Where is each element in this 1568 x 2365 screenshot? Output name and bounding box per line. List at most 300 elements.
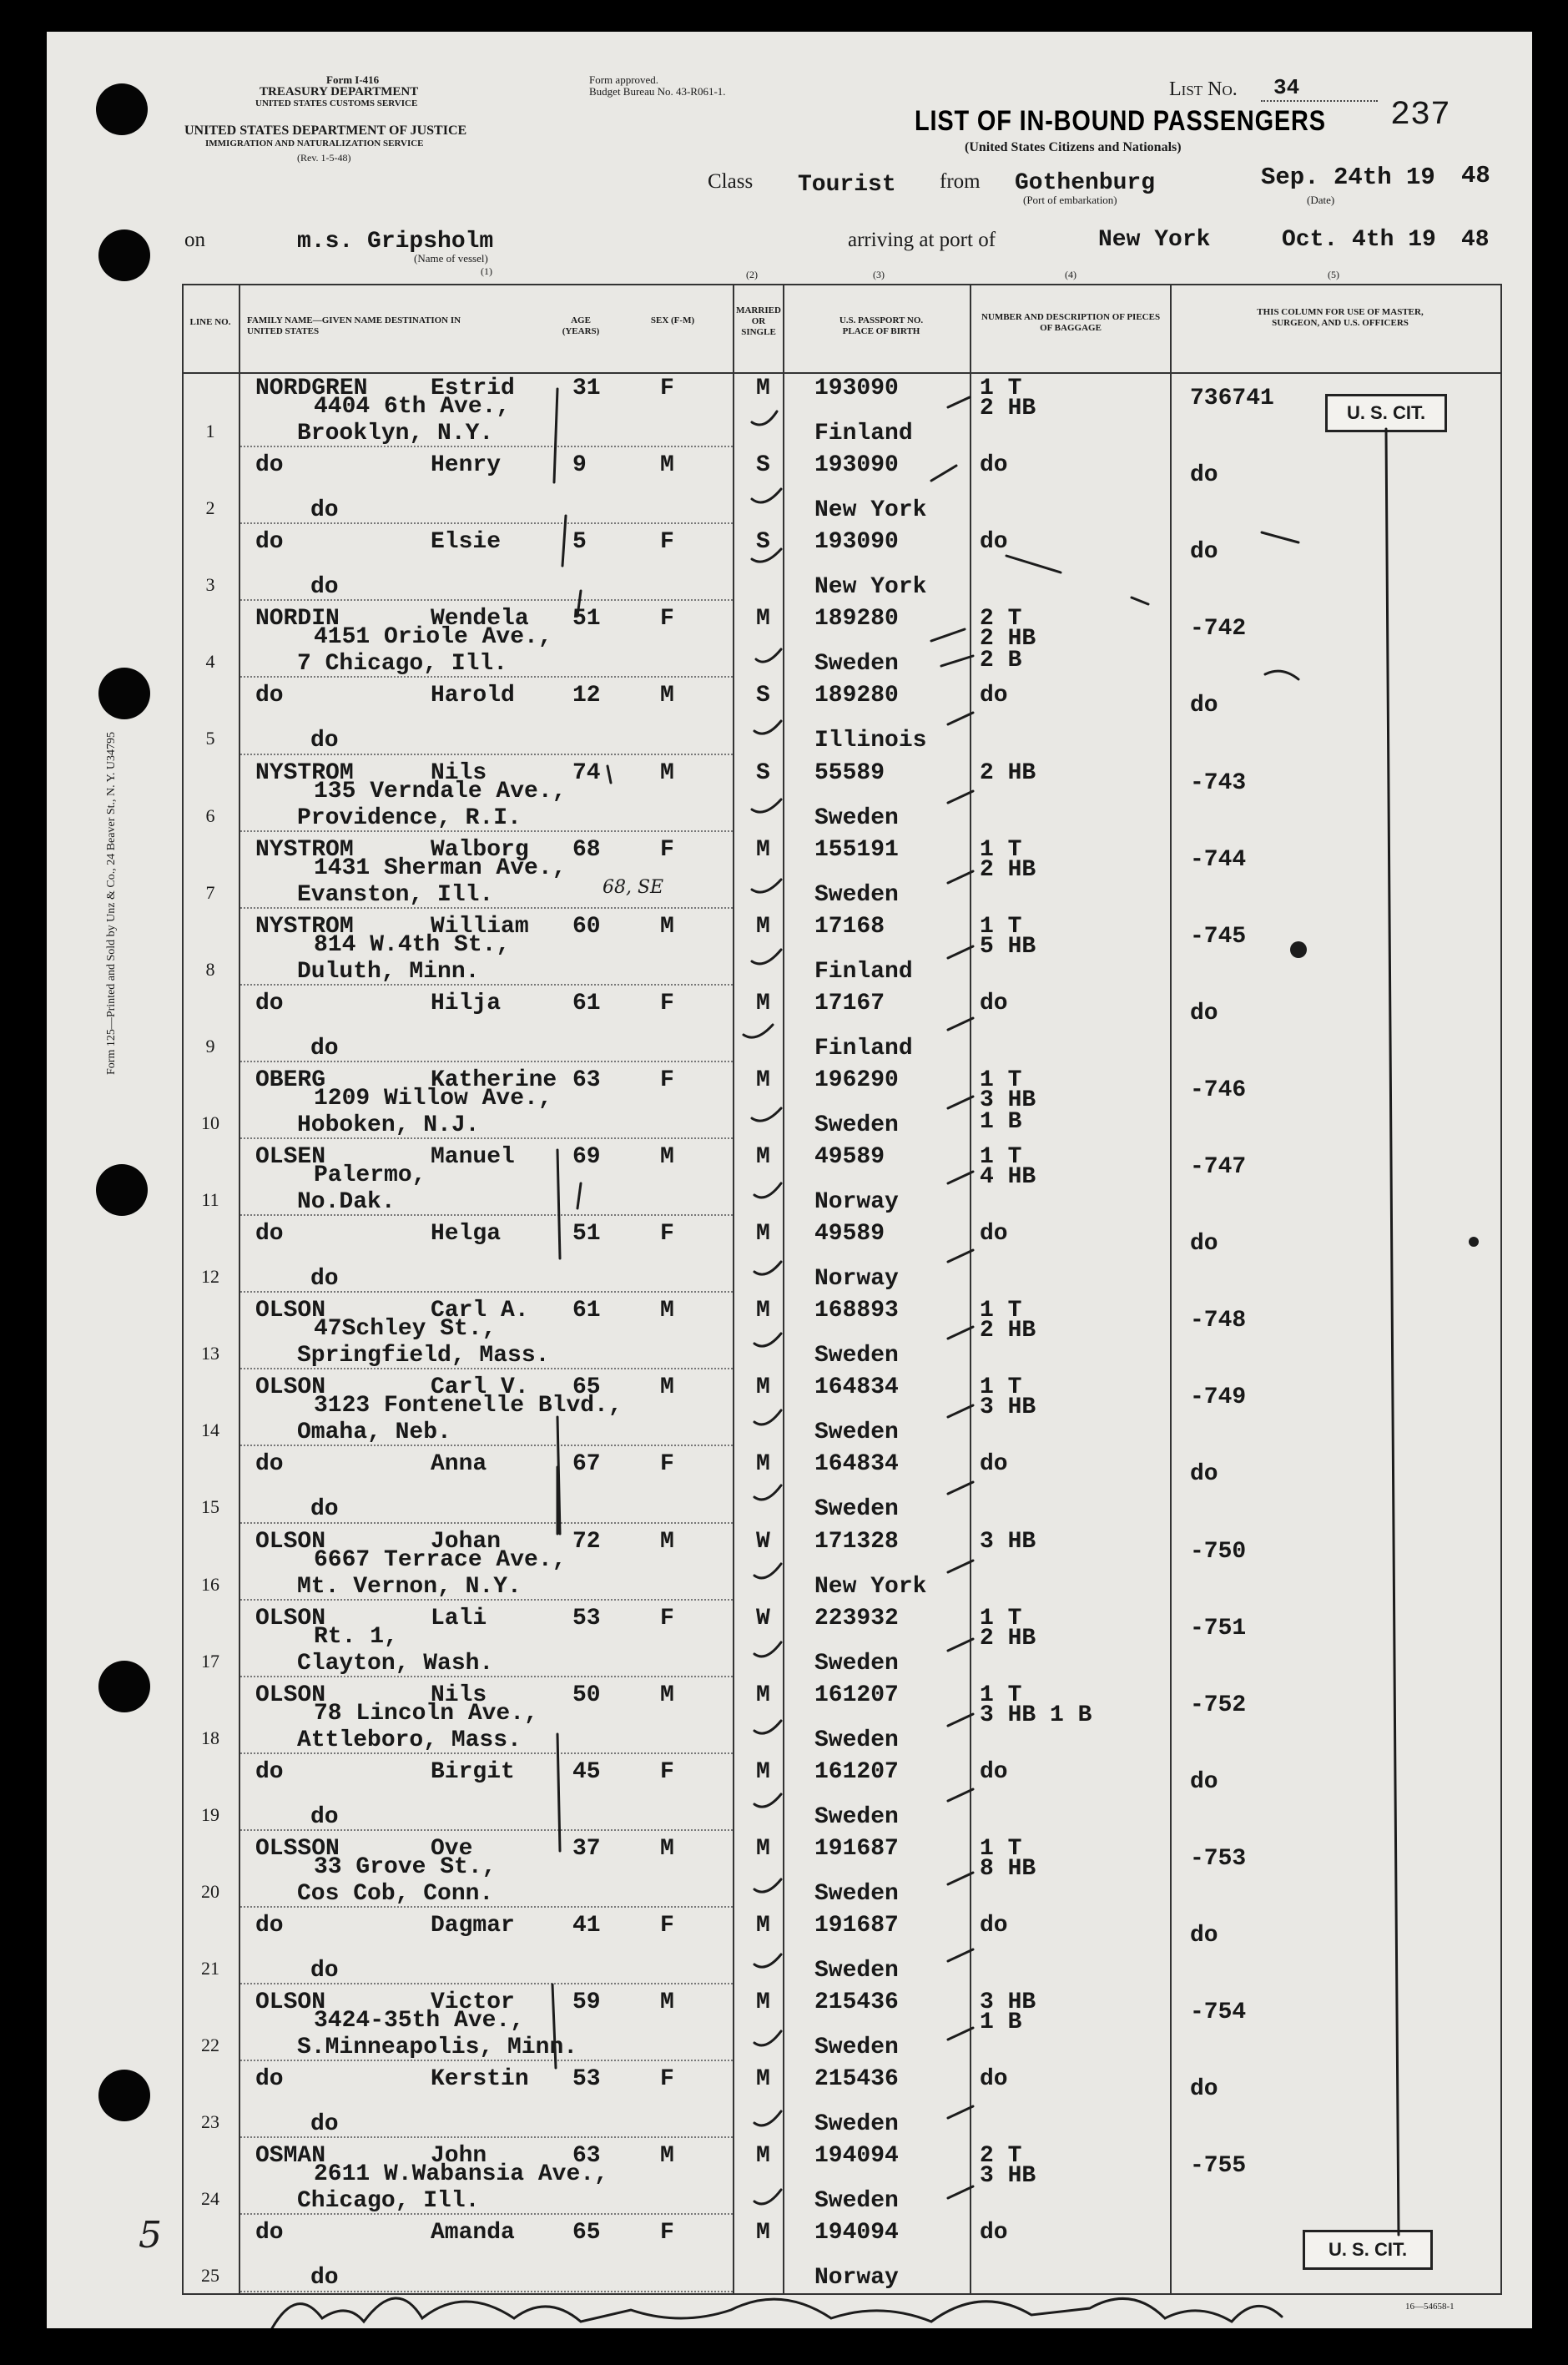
list-no-label: List No.: [1169, 78, 1238, 100]
sex-value: M: [660, 1682, 674, 1708]
col-num-4: (4): [1065, 269, 1076, 280]
age-value: 59: [572, 1989, 601, 2016]
given-name: Lali: [431, 1605, 487, 1631]
marital-status: M: [756, 376, 770, 401]
age-value: 41: [572, 1913, 601, 1939]
passport-number: 189280: [814, 683, 899, 709]
col-num-1: (1): [481, 265, 492, 277]
officer-number: do: [1190, 539, 1218, 566]
age-value: 37: [572, 1835, 601, 1862]
marital-status: M: [756, 606, 770, 633]
family-name: do: [255, 683, 284, 709]
family-name: do: [255, 2220, 284, 2246]
sex-value: F: [660, 1605, 674, 1631]
marital-status: M: [756, 2066, 770, 2093]
passport-number: 155191: [814, 836, 899, 863]
age-value: 61: [572, 990, 601, 1016]
marital-status: M: [756, 1374, 770, 1401]
given-name: Manuel: [431, 1144, 515, 1170]
line-number: 3: [205, 574, 215, 596]
passport-number: 164834: [814, 1374, 899, 1401]
marital-status: M: [756, 1144, 770, 1170]
place-of-birth: Sweden: [814, 1880, 899, 1907]
officer-number: do: [1190, 462, 1218, 489]
passport-number: 164834: [814, 1451, 899, 1478]
line-number: 14: [201, 1420, 219, 1441]
given-name: Henry: [431, 452, 502, 479]
sex-value: M: [660, 913, 674, 940]
passport-number: 193090: [814, 376, 899, 401]
officer-number: -751: [1190, 1615, 1247, 1641]
age-value: 60: [572, 913, 601, 940]
line-number: 20: [201, 1880, 219, 1902]
address-line: 4404 6th Ave.,: [314, 394, 511, 420]
line-number: 21: [201, 1958, 219, 1979]
given-name: Harold: [431, 683, 515, 709]
officer-number: do: [1190, 1000, 1218, 1026]
officer-number: -754: [1190, 1999, 1247, 2026]
baggage-line: 3 HB 1 B: [980, 1702, 1092, 1728]
marital-status: M: [756, 990, 770, 1016]
baggage-line: 1 T: [980, 836, 1022, 863]
address-line: 3123 Fontenelle Blvd.,: [314, 1393, 623, 1420]
place-of-birth: Finland: [814, 421, 913, 446]
marital-status: S: [756, 529, 770, 556]
sex-value: F: [660, 376, 674, 401]
address-line: 3424-35th Ave.,: [314, 2008, 525, 2035]
officer-number: -755: [1190, 2153, 1247, 2180]
sex-value: M: [660, 683, 674, 709]
given-name: Victor: [431, 1989, 515, 2016]
destination: do: [310, 1035, 339, 1061]
baggage-line: 2 HB: [980, 856, 1036, 883]
place-of-birth: New York: [814, 574, 927, 601]
place-of-birth: Norway: [814, 2265, 899, 2292]
date-year: 48: [1461, 162, 1490, 189]
officer-number: do: [1190, 1231, 1218, 1258]
marital-status: M: [756, 1835, 770, 1862]
baggage-line: 1 B: [980, 2009, 1022, 2036]
page-title: LIST OF IN-BOUND PASSENGERS: [915, 105, 1326, 137]
sex-value: F: [660, 836, 674, 863]
destination: do: [310, 1958, 339, 1984]
given-name: Johan: [431, 1528, 502, 1555]
page-number: 237: [1390, 97, 1451, 134]
family-name: do: [255, 452, 284, 479]
marital-status: M: [756, 1067, 770, 1093]
baggage-line: 2 HB: [980, 1625, 1036, 1651]
given-name: Nils: [431, 1682, 487, 1708]
line-number: 15: [201, 1496, 219, 1518]
passport-number: 215436: [814, 2066, 899, 2093]
age-value: 50: [572, 1682, 601, 1708]
passport-number: 17168: [814, 913, 885, 940]
place-of-birth: Sweden: [814, 2111, 899, 2138]
arrival-port: New York: [1098, 227, 1211, 253]
address-line: Palermo,: [314, 1162, 426, 1188]
manifest-page: [47, 32, 1532, 2328]
officer-number: do: [1190, 1768, 1218, 1795]
baggage-line: 2 HB: [980, 626, 1036, 653]
address-line: 1209 Willow Ave.,: [314, 1085, 552, 1112]
given-name: Birgit: [431, 1758, 515, 1785]
given-name: John: [431, 2143, 487, 2170]
port-embark-caption: (Port of embarkation): [1023, 194, 1117, 206]
sex-value: F: [660, 1451, 674, 1478]
baggage-line: do: [980, 2066, 1008, 2093]
age-value: 12: [572, 683, 601, 709]
baggage-line: 1 T: [980, 1835, 1022, 1862]
family-name: OLSON: [255, 1605, 326, 1631]
baggage-line: 3 HB: [980, 2163, 1036, 2190]
baggage-line: 1 T: [980, 913, 1022, 940]
col-header-married: MARRIED OR SINGLE: [736, 305, 781, 337]
marital-status: M: [756, 1682, 770, 1708]
given-name: Walborg: [431, 836, 529, 863]
family-name: OLSON: [255, 1298, 326, 1324]
address-line: 814 W.4th St.,: [314, 931, 511, 958]
destination: Hoboken, N.J.: [297, 1112, 480, 1138]
page-subtitle: (United States Citizens and Nationals): [965, 140, 1182, 154]
form-doj: UNITED STATES DEPARTMENT OF JUSTICE: [184, 124, 467, 138]
given-name: Wendela: [431, 606, 529, 633]
baggage-line: do: [980, 452, 1008, 479]
baggage-line: 3 HB: [980, 1394, 1036, 1421]
officer-number: -747: [1190, 1154, 1247, 1180]
margin-mark: 5: [139, 2214, 162, 2257]
line-number: 16: [201, 1573, 219, 1595]
handwriting-marks: [47, 32, 1532, 2328]
line-number: 1: [205, 421, 215, 441]
sex-value: F: [660, 1758, 674, 1785]
place-of-birth: Sweden: [814, 2188, 899, 2215]
family-name: OLSON: [255, 1374, 326, 1401]
given-name: Kerstin: [431, 2066, 529, 2093]
age-value: 65: [572, 2220, 601, 2246]
marital-status: M: [756, 2220, 770, 2246]
line-number: 25: [201, 2265, 219, 2287]
form-ins: IMMIGRATION AND NATURALIZATION SERVICE: [205, 139, 424, 149]
punch-hole: [98, 229, 150, 281]
date-caption: (Date): [1307, 194, 1335, 206]
destination: do: [310, 2265, 339, 2292]
family-name: NORDIN: [255, 606, 340, 633]
given-name: Estrid: [431, 376, 515, 401]
from-label: from: [940, 170, 981, 193]
destination: do: [310, 1496, 339, 1523]
sex-value: F: [660, 529, 674, 556]
footer-code: 16—54658-1: [1405, 2302, 1455, 2312]
officer-number: do: [1190, 2076, 1218, 2103]
passport-number: 194094: [814, 2220, 899, 2246]
age-value: 51: [572, 606, 601, 633]
line-number: 10: [201, 1112, 219, 1133]
age-value: 65: [572, 1374, 601, 1401]
baggage-line: 2 HB: [980, 396, 1036, 421]
col-header-sex: SEX (F-M): [650, 315, 695, 325]
address-line: 4151 Oriole Ave.,: [314, 624, 552, 651]
officer-number: 736741: [1190, 386, 1274, 411]
place-of-birth: Finland: [814, 958, 913, 985]
passport-number: 191687: [814, 1913, 899, 1939]
given-name: Anna: [431, 1451, 487, 1478]
family-name: NYSTROM: [255, 759, 354, 786]
marital-status: M: [756, 913, 770, 940]
destination: do: [310, 574, 339, 601]
col-header-baggage: NUMBER AND DESCRIPTION OF PIECES OF BAGGAGE: [981, 312, 1161, 333]
family-name: do: [255, 990, 284, 1016]
marital-status: S: [756, 759, 770, 786]
punch-hole: [96, 1164, 148, 1216]
col-header-passport: U.S. PASSPORT NO. PLACE OF BIRTH: [839, 315, 924, 336]
col-num-2: (2): [746, 269, 758, 280]
passport-number: 193090: [814, 529, 899, 556]
baggage-line: 3 HB: [980, 1087, 1036, 1113]
arriving-label: arriving at port of: [848, 229, 996, 251]
family-name: OLSON: [255, 1528, 326, 1555]
family-name: do: [255, 1913, 284, 1939]
on-label: on: [184, 229, 205, 251]
punch-hole: [98, 668, 150, 719]
sex-value: M: [660, 2143, 674, 2170]
baggage-line: do: [980, 683, 1008, 709]
sex-value: M: [660, 452, 674, 479]
destination: Chicago, Ill.: [297, 2188, 480, 2215]
line-number: 23: [201, 2111, 219, 2133]
us-citizen-stamp-top: U. S. CIT.: [1325, 394, 1447, 432]
address-line: 135 Verndale Ave.,: [314, 778, 567, 804]
line-number: 17: [201, 1650, 219, 1672]
place-of-birth: Sweden: [814, 1343, 899, 1369]
place-of-birth: Illinois: [814, 728, 927, 754]
sex-value: F: [660, 1067, 674, 1093]
marital-status: M: [756, 1298, 770, 1324]
family-name: do: [255, 1221, 284, 1248]
passport-number: 161207: [814, 1758, 899, 1785]
baggage-line: do: [980, 1913, 1008, 1939]
officer-number: do: [1190, 693, 1218, 719]
sex-value: M: [660, 1528, 674, 1555]
baggage-line: 1 T: [980, 1298, 1022, 1324]
marital-status: S: [756, 683, 770, 709]
family-name: do: [255, 2066, 284, 2093]
passport-number: 191687: [814, 1835, 899, 1862]
age-value: 53: [572, 2066, 601, 2093]
passport-number: 49589: [814, 1221, 885, 1248]
officer-number: do: [1190, 1461, 1218, 1488]
address-line: 2611 W.Wabansia Ave.,: [314, 2161, 608, 2188]
age-value: 72: [572, 1528, 601, 1555]
baggage-line: 2 HB: [980, 1318, 1036, 1344]
baggage-line: 2 B: [980, 648, 1022, 674]
destination: Mt. Vernon, N.Y.: [297, 1573, 522, 1600]
age-value: 45: [572, 1758, 601, 1785]
place-of-birth: Sweden: [814, 1650, 899, 1677]
place-of-birth: Norway: [814, 1266, 899, 1293]
baggage-line: 1 T: [980, 1682, 1022, 1708]
line-number: 22: [201, 2035, 219, 2056]
sex-value: M: [660, 1989, 674, 2016]
destination: Cos Cob, Conn.: [297, 1880, 494, 1907]
arrival-date: Oct. 4th 19: [1282, 227, 1436, 253]
col-header-officers: THIS COLUMN FOR USE OF MASTER, SURGEON, AND U.S. OFFICERS: [1257, 307, 1424, 328]
age-value: 61: [572, 1298, 601, 1324]
punch-hole: [96, 83, 148, 135]
passport-number: 168893: [814, 1298, 899, 1324]
family-name: do: [255, 1451, 284, 1478]
sex-value: F: [660, 1221, 674, 1248]
age-value: 67: [572, 1451, 601, 1478]
sex-value: M: [660, 759, 674, 786]
sex-value: M: [660, 1374, 674, 1401]
family-name: OBERG: [255, 1067, 326, 1093]
destination: do: [310, 728, 339, 754]
passport-number: 171328: [814, 1528, 899, 1555]
family-name: NORDGREN: [255, 376, 368, 401]
line-number: 12: [201, 1266, 219, 1288]
form-number: Form I-416: [326, 73, 380, 86]
baggage-line: do: [980, 1758, 1008, 1785]
punch-hole: [98, 2070, 150, 2121]
baggage-line: 1 T: [980, 376, 1022, 401]
sex-value: M: [660, 1298, 674, 1324]
destination: do: [310, 497, 339, 524]
place-of-birth: Sweden: [814, 1420, 899, 1446]
marital-status: M: [756, 1451, 770, 1478]
sex-value: F: [660, 2220, 674, 2246]
place-of-birth: Norway: [814, 1189, 899, 1215]
marital-status: M: [756, 1989, 770, 2016]
place-of-birth: Sweden: [814, 804, 899, 831]
sex-value: F: [660, 990, 674, 1016]
destination: Omaha, Neb.: [297, 1420, 451, 1446]
passport-number: 189280: [814, 606, 899, 633]
destination: Clayton, Wash.: [297, 1650, 494, 1677]
punch-hole: [98, 1661, 150, 1712]
given-name: Katherine: [431, 1067, 557, 1093]
address-line: 33 Grove St.,: [314, 1853, 497, 1880]
line-number: 5: [205, 728, 215, 749]
marital-status: S: [756, 452, 770, 479]
sex-value: F: [660, 606, 674, 633]
officer-number: -745: [1190, 923, 1247, 950]
officer-number: -749: [1190, 1384, 1247, 1411]
age-value: 63: [572, 1067, 601, 1093]
form-dept: TREASURY DEPARTMENT: [260, 85, 419, 98]
approved-line1: Form approved.: [589, 73, 659, 86]
marital-status: M: [756, 1913, 770, 1939]
port-embark-value: Gothenburg: [1015, 170, 1156, 196]
destination: No.Dak.: [297, 1189, 396, 1215]
place-of-birth: Sweden: [814, 2035, 899, 2061]
date-value: Sep. 24th 19: [1261, 164, 1435, 191]
baggage-line: 3 HB: [980, 1989, 1036, 2016]
family-name: do: [255, 529, 284, 556]
passport-number: 215436: [814, 1989, 899, 2016]
passport-number: 196290: [814, 1067, 899, 1093]
passport-number: 55589: [814, 759, 885, 786]
sex-value: F: [660, 2066, 674, 2093]
place-of-birth: Sweden: [814, 1803, 899, 1830]
destination: Providence, R.I.: [297, 804, 522, 831]
officer-number: -742: [1190, 616, 1247, 643]
destination: Springfield, Mass.: [297, 1343, 550, 1369]
vessel-name: m.s. Gripsholm: [297, 229, 494, 255]
family-name: OLSON: [255, 1989, 326, 2016]
place-of-birth: New York: [814, 497, 927, 524]
age-value: 53: [572, 1605, 601, 1631]
class-value: Tourist: [798, 172, 896, 198]
family-name: NYSTROM: [255, 836, 354, 863]
col-num-5: (5): [1328, 269, 1339, 280]
destination: do: [310, 1803, 339, 1830]
place-of-birth: Sweden: [814, 881, 899, 908]
family-name: do: [255, 1758, 284, 1785]
passport-number: 161207: [814, 1682, 899, 1708]
place-of-birth: New York: [814, 1573, 927, 1600]
sex-value: M: [660, 1144, 674, 1170]
age-note: 68, SE: [602, 877, 664, 898]
baggage-line: do: [980, 1451, 1008, 1478]
age-value: 74: [572, 759, 601, 786]
age-value: 68: [572, 836, 601, 863]
baggage-line: 2 T: [980, 2143, 1022, 2170]
line-number: 9: [205, 1035, 215, 1056]
baggage-line: 2 HB: [980, 759, 1036, 786]
destination: 7 Chicago, Ill.: [297, 651, 508, 678]
col-header-age: AGE (YEARS): [562, 315, 600, 336]
family-name: OLSEN: [255, 1144, 326, 1170]
us-citizen-stamp-bottom: U. S. CIT.: [1303, 2230, 1433, 2270]
address-line: Rt. 1,: [314, 1623, 398, 1650]
officer-number: -743: [1190, 769, 1247, 796]
col-header-line: LINE NO.: [189, 317, 231, 327]
col-header-name: FAMILY NAME—GIVEN NAME DESTINATION IN UNITED STATES: [247, 315, 461, 336]
side-print: Form 125—Printed and Sold by Unz & Co., 24 Beaver St., N. Y. U34795: [105, 731, 118, 1075]
age-value: 31: [572, 376, 601, 401]
officer-number: do: [1190, 1923, 1218, 1949]
baggage-line: 3 HB: [980, 1528, 1036, 1555]
line-number: 19: [201, 1803, 219, 1825]
line-number: 11: [201, 1189, 219, 1210]
marital-status: M: [756, 1221, 770, 1248]
family-name: OSMAN: [255, 2143, 326, 2170]
officer-number: -750: [1190, 1538, 1247, 1565]
baggage-line: 1 B: [980, 1108, 1022, 1135]
destination: Brooklyn, N.Y.: [297, 421, 494, 446]
line-number: 24: [201, 2188, 219, 2210]
passport-number: 194094: [814, 2143, 899, 2170]
line-number: 4: [205, 651, 215, 673]
given-name: William: [431, 913, 529, 940]
marital-status: M: [756, 836, 770, 863]
sex-value: M: [660, 1835, 674, 1862]
baggage-line: do: [980, 1221, 1008, 1248]
baggage-line: 2 T: [980, 606, 1022, 633]
given-name: Helga: [431, 1221, 502, 1248]
baggage-line: 1 T: [980, 1067, 1022, 1093]
officer-number: -744: [1190, 846, 1247, 873]
baggage-line: 1 T: [980, 1374, 1022, 1401]
sex-value: F: [660, 1913, 674, 1939]
class-label: Class: [708, 170, 754, 193]
family-name: NYSTROM: [255, 913, 354, 940]
given-name: Nils: [431, 759, 487, 786]
passport-number: 193090: [814, 452, 899, 479]
given-name: Dagmar: [431, 1913, 515, 1939]
place-of-birth: Sweden: [814, 651, 899, 678]
family-name: OLSSON: [255, 1835, 340, 1862]
